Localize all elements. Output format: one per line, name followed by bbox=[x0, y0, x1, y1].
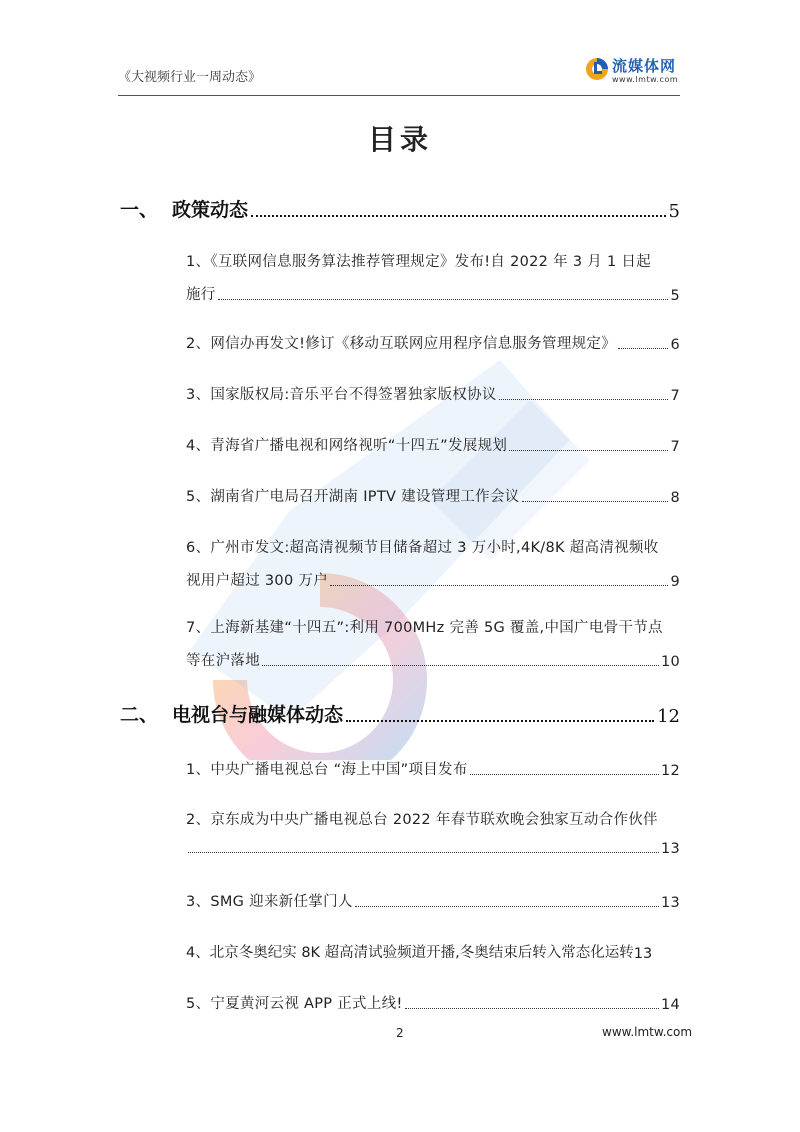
entry-page: 9 bbox=[670, 574, 680, 590]
toc-entry[interactable] bbox=[186, 941, 680, 962]
dot-leader bbox=[346, 720, 654, 722]
dot-leader bbox=[251, 215, 666, 217]
entry-title-line1: 7、上海新基建“十四五”:利用 700MHz 完善 5G 覆盖,中国广电骨干节点 bbox=[186, 620, 663, 636]
section-number: 一、 bbox=[120, 199, 159, 221]
entry-page: 6 bbox=[670, 337, 680, 353]
entry-page: 13 bbox=[660, 895, 680, 911]
section-page: 5 bbox=[668, 201, 680, 222]
toc-entry[interactable] bbox=[186, 536, 680, 590]
section-number: 二、 bbox=[120, 704, 159, 726]
page-title: 目录 bbox=[367, 123, 432, 156]
toc-entry[interactable] bbox=[186, 383, 680, 404]
section-title: 电视台与融媒体动态 bbox=[172, 704, 344, 726]
entry-page: 14 bbox=[660, 997, 680, 1013]
entry-title: 4、青海省广播电视和网络视听“十四五”发展规划 bbox=[186, 438, 508, 454]
section-title: 政策动态 bbox=[172, 199, 249, 221]
entry-title-line1: 1、《互联网信息服务算法推荐管理规定》发布!自 2022 年 3 月 1 日起 bbox=[186, 254, 651, 270]
entry-title: 2、网信办再发文!修订《移动互联网应用程序信息服务管理规定》 bbox=[186, 336, 617, 352]
entry-page: 7 bbox=[670, 439, 680, 455]
section-page: 12 bbox=[657, 706, 680, 727]
entry-page: 7 bbox=[670, 388, 680, 404]
entry-title: 3、SMG 迎来新任掌门人 bbox=[186, 894, 353, 910]
logo-name: 流媒体网 bbox=[612, 57, 677, 75]
header-document-title: 《大视频行业一周动态》 bbox=[118, 70, 262, 85]
logo-mark-icon bbox=[584, 56, 610, 82]
logo-url: www.lmtw.com bbox=[612, 75, 679, 84]
entry-page: 8 bbox=[670, 490, 680, 506]
entry-title: 等在沪落地 bbox=[186, 653, 260, 669]
dot-leader bbox=[188, 852, 659, 853]
dot-leader bbox=[405, 1008, 659, 1009]
entry-title-line1: 2、京东成为中央广播电视总台 2022 年春节联欢晚会独家互动合作伙伴 bbox=[186, 812, 658, 828]
toc-entry[interactable] bbox=[186, 992, 680, 1013]
entry-page: 13 bbox=[660, 841, 680, 857]
toc-entry[interactable] bbox=[186, 758, 680, 779]
dot-leader bbox=[522, 501, 669, 502]
entry-title: 4、北京冬奥纪实 8K 超高清试验频道开播,冬奥结束后转入常态化运转 bbox=[186, 945, 634, 961]
entry-title-line1: 6、广州市发文:超高清视频节目储备超过 3 万小时,4K/8K 超高清视频收 bbox=[186, 540, 659, 556]
toc-entry[interactable] bbox=[186, 616, 680, 670]
dot-leader bbox=[618, 348, 668, 349]
dot-leader bbox=[218, 299, 669, 300]
entry-title: 1、中央广播电视总台 “海上中国”项目发布 bbox=[186, 762, 468, 778]
entry-title: 5、宁夏黄河云视 APP 正式上线! bbox=[186, 996, 403, 1012]
dot-leader bbox=[470, 774, 659, 775]
site-logo bbox=[584, 54, 694, 88]
dot-leader bbox=[355, 906, 659, 907]
dot-leader bbox=[499, 399, 669, 400]
entry-title: 施行 bbox=[186, 287, 216, 303]
toc-entry[interactable] bbox=[186, 332, 680, 353]
toc-entry[interactable] bbox=[186, 250, 680, 304]
toc-entry[interactable] bbox=[186, 890, 680, 911]
toc-section-tv-media[interactable] bbox=[120, 700, 680, 727]
toc-entry[interactable] bbox=[186, 808, 680, 857]
header-divider bbox=[118, 95, 680, 96]
entry-page: 10 bbox=[660, 654, 680, 670]
entry-title: 视用户超过 300 万户 bbox=[186, 573, 328, 589]
entry-page: 5 bbox=[670, 288, 680, 304]
toc-section-policy[interactable] bbox=[120, 195, 680, 222]
footer-url: www.lmtw.com bbox=[602, 1025, 693, 1039]
toc-entry[interactable] bbox=[186, 485, 680, 506]
entry-page: 13 bbox=[633, 946, 653, 962]
entry-title: 3、国家版权局:音乐平台不得签署独家版权协议 bbox=[186, 387, 497, 403]
entry-page: 12 bbox=[660, 763, 680, 779]
dot-leader bbox=[509, 450, 668, 451]
dot-leader bbox=[262, 665, 659, 666]
toc-entry[interactable] bbox=[186, 434, 680, 455]
footer-page-number: 2 bbox=[396, 1026, 404, 1040]
dot-leader bbox=[330, 585, 668, 586]
entry-title: 5、湖南省广电局召开湖南 IPTV 建设管理工作会议 bbox=[186, 489, 520, 505]
